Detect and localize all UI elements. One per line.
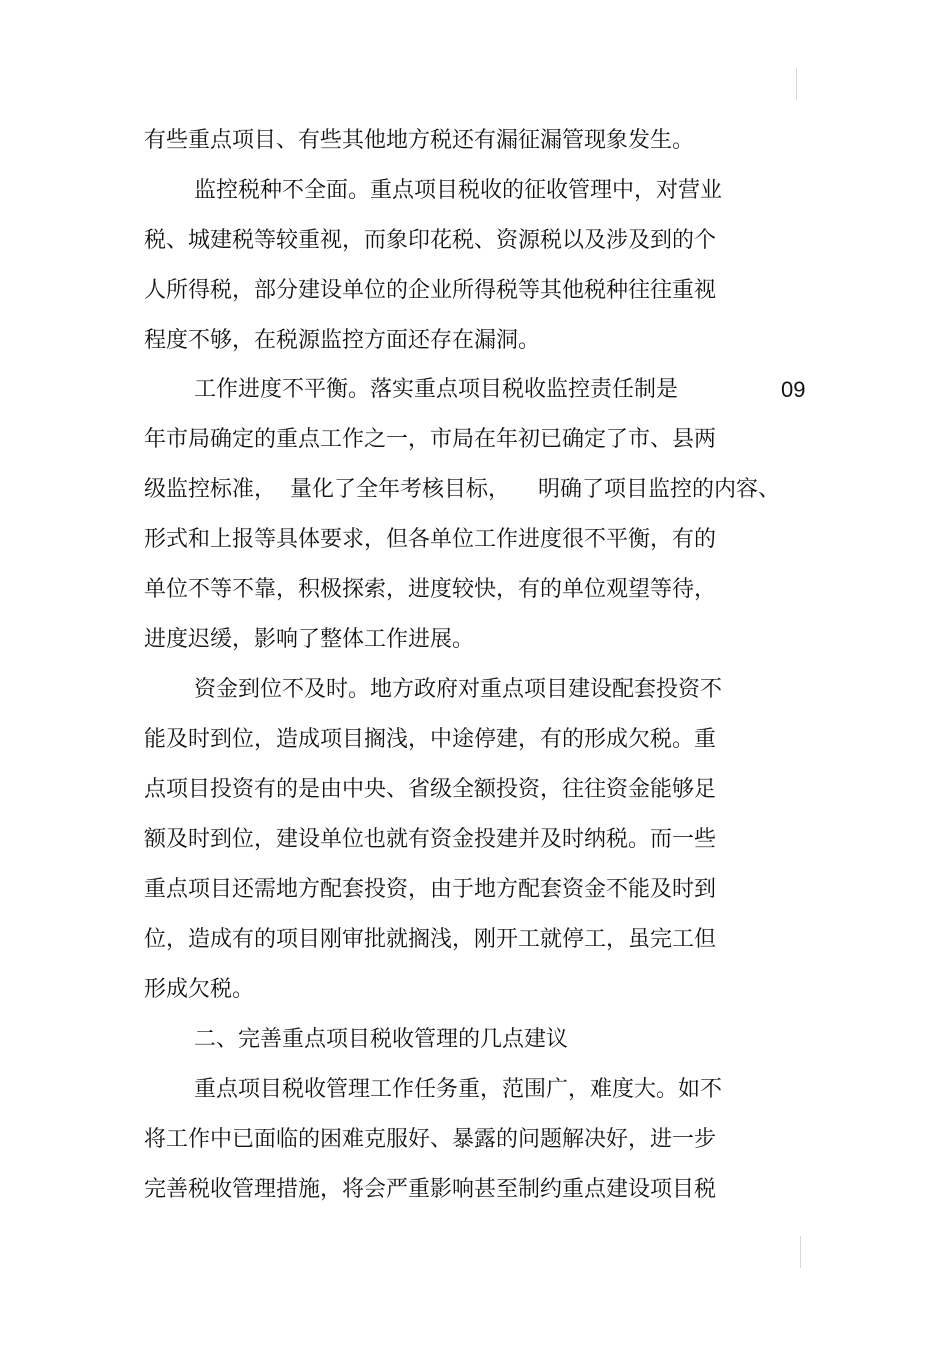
text-line: 形成欠税。 <box>144 977 255 1002</box>
scan-edge-mark-bottom <box>800 1236 801 1268</box>
paragraph-start-line: 资金到位不及时。地方政府对重点项目建设配套投资不 <box>194 677 723 702</box>
section-heading: 二、完善重点项目税收管理的几点建议 <box>194 1027 569 1052</box>
text-line: 形式和上报等具体要求，但各单位工作进度很不平衡，有的 <box>144 527 717 552</box>
page-marker: 09 <box>781 377 806 402</box>
text-line: 有些重点项目、有些其他地方税还有漏征漏管现象发生。 <box>144 128 695 153</box>
text-line: 完善税收管理措施，将会严重影响甚至制约重点建设项目税 <box>144 1177 717 1202</box>
text-line: 年市局确定的重点工作之一，市局在年初已确定了市、县两 <box>144 427 717 452</box>
text-line: 能及时到位，造成项目搁浅，中途停建，有的形成欠税。重 <box>144 727 717 752</box>
scan-edge-mark-top <box>796 68 797 100</box>
text-line: 点项目投资有的是由中央、省级全额投资，往往资金能够足 <box>144 777 717 802</box>
text-line: 税、城建税等较重视，而象印花税、资源税以及涉及到的个 <box>144 228 717 253</box>
text-line: 程度不够，在税源监控方面还存在漏洞。 <box>144 328 541 353</box>
text-line: 人所得税，部分建设单位的企业所得税等其他税种往往重视 <box>144 278 717 303</box>
text-line: 进度迟缓，影响了整体工作进展。 <box>144 627 475 652</box>
text-line: 级监控标准， 量化了全年考核目标， 明确了项目监控的内容、 <box>144 477 780 502</box>
text-line: 将工作中已面临的困难克服好、暴露的问题解决好，进一步 <box>144 1127 717 1152</box>
text-line: 额及时到位，建设单位也就有资金投建并及时纳税。而一些 <box>144 827 717 852</box>
paragraph-start-line: 监控税种不全面。重点项目税收的征收管理中，对营业 <box>194 178 723 203</box>
text-line: 位，造成有的项目刚审批就搁浅，刚开工就停工，虽完工但 <box>144 927 717 952</box>
text-line: 重点项目还需地方配套投资，由于地方配套资金不能及时到 <box>144 877 717 902</box>
paragraph-start-line: 工作进度不平衡。落实重点项目税收监控责任制是 <box>194 377 679 402</box>
paragraph-start-line: 重点项目税收管理工作任务重，范围广，难度大。如不 <box>194 1077 723 1102</box>
text-line: 单位不等不靠，积极探索，进度较快，有的单位观望等待， <box>144 577 717 602</box>
